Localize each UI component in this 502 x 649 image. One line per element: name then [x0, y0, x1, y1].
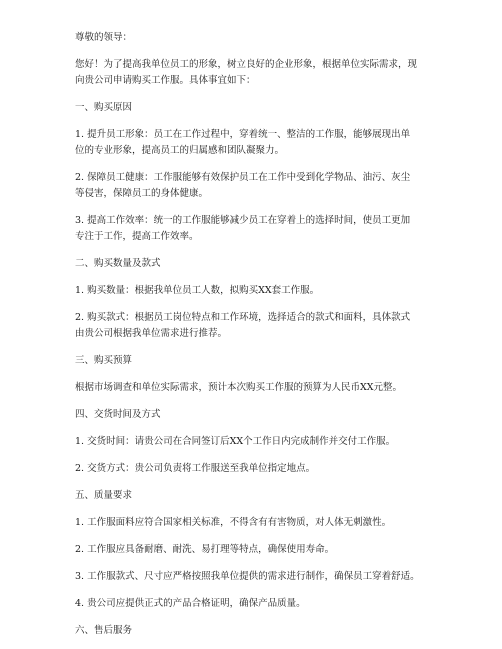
- quality-item-line: 2. 工作服应具备耐磨、耐洗、易打理等特点，确保使用寿命。: [75, 544, 335, 555]
- quality-item-line: 4. 贵公司应提供正式的产品合格证明，确保产品质量。: [75, 598, 306, 609]
- section-heading-quantity: 二、购买数量及款式: [75, 258, 161, 269]
- salutation: [75, 30, 436, 46]
- quality-item-4: [75, 596, 436, 612]
- reason-item-line: 3. 提高工作效率：统一的工作服能够减少员工在穿着上的选择时间，使员工更加: [75, 215, 411, 226]
- budget-text: 根据市场调查和单位实际需求，预计本次购买工作服的预算为人民币XX元整。: [75, 382, 403, 393]
- delivery-item-line: 2. 交货方式：贵公司负责将工作服送至我单位指定地点。: [75, 463, 316, 474]
- delivery-item-2: [75, 461, 436, 477]
- quality-item-line: 1. 工作服面料应符合国家相关标准，不得含有有害物质，对人体无刺激性。: [75, 517, 392, 528]
- intro-paragraph: [75, 57, 436, 89]
- section-heading-quality: 五、质量要求: [75, 490, 133, 501]
- reason-item-line: 位的专业形象，提高员工的归属感和团队凝聚力。: [75, 145, 285, 156]
- quality-item-2: [75, 542, 436, 558]
- quantity-item-line: 1. 购买数量：根据我单位员工人数，拟购买XX套工作服。: [75, 285, 320, 296]
- quantity-item-line: 由贵公司根据我单位需求进行推荐。: [75, 328, 228, 339]
- intro-line: 您好！为了提高我单位员工的形象，树立良好的企业形象，根据单位实际需求，现: [75, 59, 418, 70]
- budget-paragraph: [75, 380, 436, 396]
- section-heading-delivery: 四、交货时间及方式: [75, 409, 161, 420]
- quantity-item-line: 2. 购买款式：根据员工岗位特点和工作环境，选择适合的款式和面料，具体款式: [75, 312, 411, 323]
- reason-item-line: 专注于工作，提高工作效率。: [75, 231, 199, 242]
- reason-item-line: 2. 保障员工健康：工作服能够有效保护员工在工作中受到化学物品、油污、灰尘: [75, 172, 411, 183]
- delivery-item-line: 1. 交货时间：请贵公司在合同签订后XX个工作日内完成制作并交付工作服。: [75, 436, 396, 447]
- quantity-item-1: [75, 283, 436, 299]
- quantity-item-2: [75, 310, 436, 342]
- reason-item-3: [75, 213, 436, 245]
- reason-item-1: [75, 127, 436, 159]
- section-heading-budget: 三、购买预算: [75, 355, 133, 366]
- quality-item-3: [75, 569, 436, 585]
- reason-item-2: [75, 170, 436, 202]
- intro-line: 向贵公司申请购买工作服。具体事宜如下：: [75, 75, 256, 86]
- section-heading-after-sales: 六、售后服务: [75, 625, 133, 636]
- quality-item-line: 3. 工作服款式、尺寸应严格按照我单位提供的需求进行制作，确保员工穿着舒适。: [75, 571, 420, 582]
- salutation-text: 尊敬的领导：: [75, 32, 133, 43]
- section-heading-reasons: 一、购买原因: [75, 102, 133, 113]
- reason-item-line: 1. 提升员工形象：员工在工作过程中，穿着统一、整洁的工作服，能够展现出单: [75, 129, 411, 140]
- delivery-item-1: [75, 434, 436, 450]
- quality-item-1: [75, 515, 436, 531]
- reason-item-line: 等侵害，保障员工的身体健康。: [75, 188, 209, 199]
